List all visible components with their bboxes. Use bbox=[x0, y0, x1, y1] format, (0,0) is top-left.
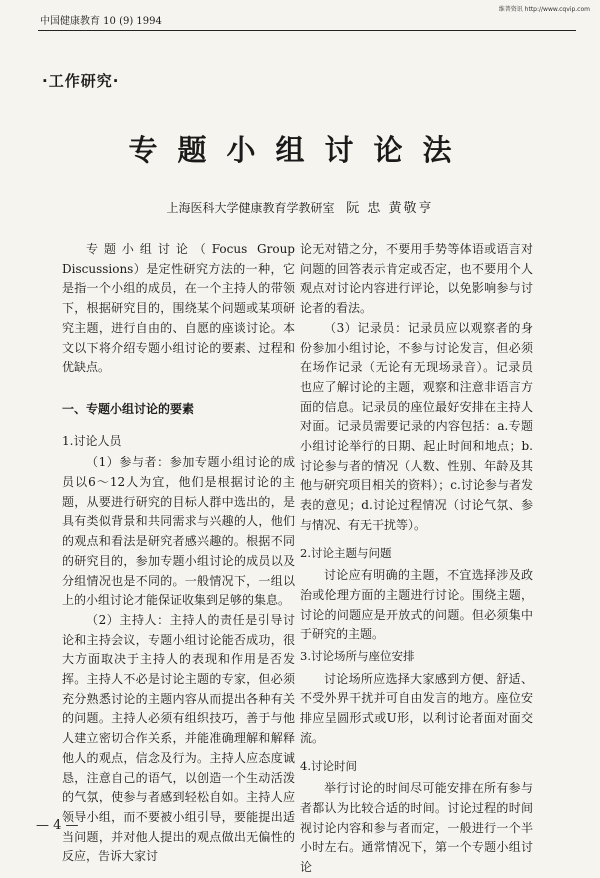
article-title: 专题小组讨论法 bbox=[128, 133, 472, 167]
paragraph-venue: 讨论场所应选择大家感到方便、舒适、不受外界干扰并可自由发言的地方。座位安排应呈圆形式或U形，以利讨论者面对面交流。 bbox=[300, 671, 533, 745]
paragraph-topic: 讨论应有明确的主题，不宜选择涉及政治或伦理方面的主题进行讨论。围绕主题，讨论的问题应是开放式的问题。但必须集中于研究的主题。 bbox=[300, 568, 533, 642]
subheading-venue: 3.讨论场所与座位安排 bbox=[300, 649, 415, 664]
paragraph-participants: （1）参与者：参加专题小组讨论的成员以6～12人为宜，他们是根据讨论的主题，从要进行研究的目标人群中选出的，是具有类似背景和共同需求与兴趣的人，他们的观点和看法是研究者感兴趣的。根据不同的研究目的，参加专题小组讨论的成员以及分组情况也是不同的。一般情况下，一组以上的小组讨论才能保证收集到足够的集息。 bbox=[62, 455, 295, 608]
source-watermark: 维普资讯 http://www.cqvip.com bbox=[498, 6, 590, 13]
left-column bbox=[62, 240, 295, 867]
page-number: — 4 — bbox=[36, 818, 79, 833]
subheading-time: 4.讨论时间 bbox=[300, 758, 357, 773]
author-affiliation: 上海医科大学健康教育学教研室 bbox=[166, 201, 335, 215]
header-rule bbox=[38, 30, 576, 31]
subheading-topic: 2.讨论主题与问题 bbox=[300, 545, 392, 560]
section-label: ·工作研究· bbox=[42, 72, 120, 90]
right-column bbox=[300, 240, 533, 878]
paragraph-moderator: （2）主持人：主持人的责任是引导讨论和主持会议，专题小组讨论能否成功，很大方面取决于主持人的表现和作用是否发挥。主持人不必是讨论主题的专家，但必须充分熟悉讨论的主题内容从而提出各种有关的问题。主持人必须有组织技巧，善于与他人建立密切合作关系，并能准确理解和解释他人的观点，信念及行为。主持人应态度诚恳，注意自己的语气，以创造一个生动活泼的气氛，使参与者感到轻松自如。主持人应领导小组，而不要被小组引导，要能提出适当问题，并对他人提出的观点做出无偏性的反应，告诉大家讨 bbox=[62, 612, 295, 864]
author-line bbox=[0, 197, 600, 216]
paragraph-recorder: （3）记录员：记录员应以观察者的身份参加小组讨论，不参与讨论发言，但必须在场作记录（无论有无现场录音）。记录员也应了解讨论的主题，观察和注意非语言方面的信息。记录员的座位最好安排在主持人对面。记录员需要记录的内容包括：a.专题小组讨论举行的日期、起止时间和地点；b.讨论参与者的情况（人数、性别、年龄及其他与研究项目相关的资料）；c.讨论参与者发表的意见；d.讨论过程情况（讨论气氛、参与情况、有无干扰等）。 bbox=[300, 320, 533, 532]
paragraph-moderator-cont: 论无对错之分，不要用手势等体语或语言对问题的回答表示肯定或否定，也不要用个人观点对讨论内容进行评论，以免影响参与讨论者的看法。 bbox=[300, 242, 533, 316]
journal-header: 中国健康教育 10 (9) 1994 bbox=[40, 16, 162, 27]
heading-elements: 一、专题小组讨论的要素 bbox=[62, 401, 195, 416]
subheading-participants: 1.讨论人员 bbox=[62, 433, 122, 448]
author-names: 阮 忠 黄敬亨 bbox=[346, 201, 434, 216]
paragraph-time: 举行讨论的时间尽可能安排在所有参与者都认为比较合适的时间。讨论过程的时间视讨论内容和参与者而定，一般进行一个半小时左右。通常情况下，第一个专题小组讨论 bbox=[300, 781, 533, 875]
intro-paragraph: 专题小组讨论（Focus Group Discussions）是定性研究方法的一种，它是指一个小组的成员，在一个主持人的带领下，根据研究目的，围绕某个问题或某项研究主题，进行自由的、自愿的座谈讨论。本文以下将介绍专题小组讨论的要素、过程和优缺点。 bbox=[62, 242, 295, 375]
